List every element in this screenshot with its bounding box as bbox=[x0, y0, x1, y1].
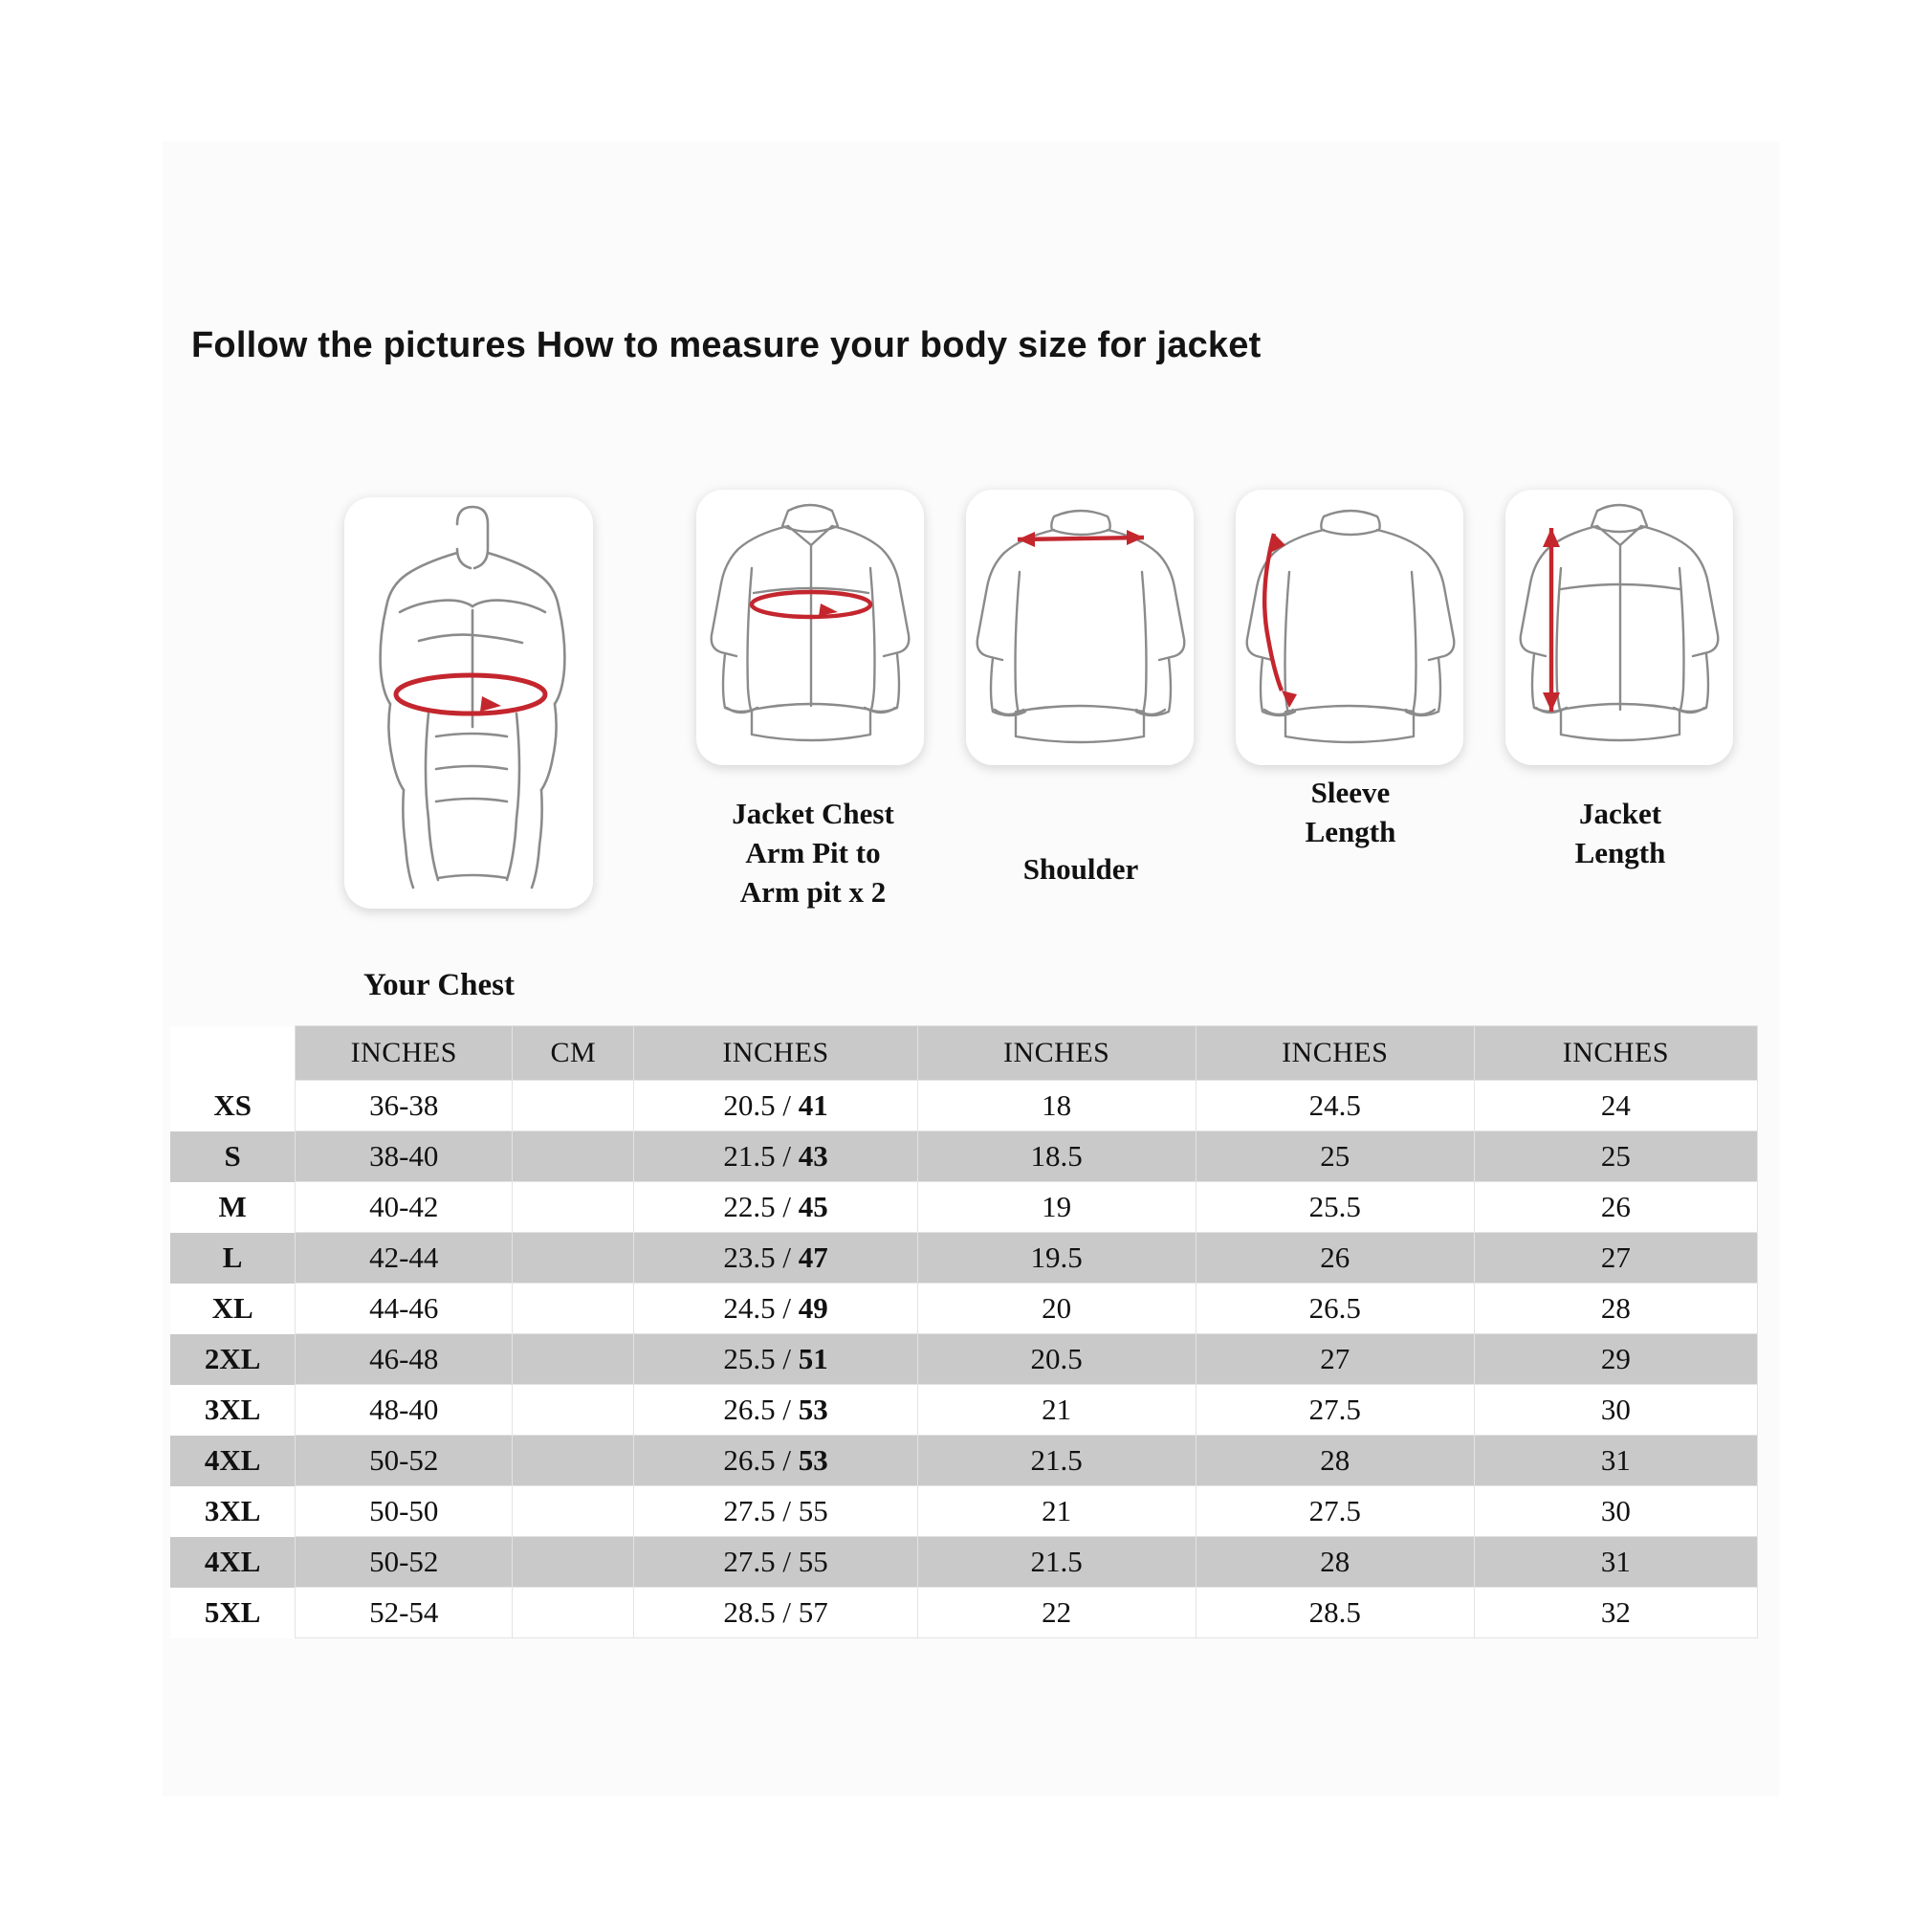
table-row bbox=[170, 1385, 1758, 1436]
cell-size: XS bbox=[170, 1081, 296, 1131]
cell-sleeve: 27.5 bbox=[1196, 1486, 1474, 1537]
cell-jacket-chest: 26.5 / 53 bbox=[634, 1436, 917, 1486]
caption-sleeve-line1: Sleeve bbox=[1310, 776, 1391, 809]
cell-shoulder: 20 bbox=[917, 1284, 1196, 1334]
cell-jacket-length: 31 bbox=[1474, 1436, 1757, 1486]
cell-chest-cm bbox=[513, 1588, 634, 1638]
caption-jacket-length-line2: Length bbox=[1574, 836, 1666, 870]
cell-size: 4XL bbox=[170, 1436, 296, 1486]
cell-jacket-chest: 24.5 / 49 bbox=[634, 1284, 917, 1334]
cell-jacket-length: 30 bbox=[1474, 1385, 1757, 1436]
cell-jacket-chest: 28.5 / 57 bbox=[634, 1588, 917, 1638]
cell-chest-inches: 38-40 bbox=[296, 1131, 513, 1182]
cell-jacket-length: 27 bbox=[1474, 1233, 1757, 1284]
table-row bbox=[170, 1588, 1758, 1638]
cell-jacket-length: 25 bbox=[1474, 1131, 1757, 1182]
cell-chest-cm bbox=[513, 1537, 634, 1588]
illustration-jacket-chest bbox=[696, 490, 924, 765]
cell-chest-inches: 36-38 bbox=[296, 1081, 513, 1131]
cell-shoulder: 19.5 bbox=[917, 1233, 1196, 1284]
cell-jacket-length: 29 bbox=[1474, 1334, 1757, 1385]
caption-shoulder bbox=[956, 849, 1205, 889]
cell-chest-inches: 48-40 bbox=[296, 1385, 513, 1436]
cell-sleeve: 27 bbox=[1196, 1334, 1474, 1385]
cell-sleeve: 26 bbox=[1196, 1233, 1474, 1284]
your-chest-label: Your Chest bbox=[363, 968, 515, 1002]
cell-chest-inches: 42-44 bbox=[296, 1233, 513, 1284]
cell-jacket-chest: 26.5 / 53 bbox=[634, 1385, 917, 1436]
cell-jacket-chest: 20.5 / 41 bbox=[634, 1081, 917, 1131]
cell-jacket-chest: 27.5 / 55 bbox=[634, 1537, 917, 1588]
cell-chest-inches: 50-50 bbox=[296, 1486, 513, 1537]
cell-chest-inches: 44-46 bbox=[296, 1284, 513, 1334]
cell-jacket-length: 28 bbox=[1474, 1284, 1757, 1334]
cell-shoulder: 21.5 bbox=[917, 1537, 1196, 1588]
cell-chest-cm bbox=[513, 1436, 634, 1486]
cell-size: 4XL bbox=[170, 1537, 296, 1588]
cell-size: 2XL bbox=[170, 1334, 296, 1385]
table-row bbox=[170, 1436, 1758, 1486]
cell-size: 3XL bbox=[170, 1486, 296, 1537]
cell-sleeve: 25 bbox=[1196, 1131, 1474, 1182]
cell-sleeve: 26.5 bbox=[1196, 1284, 1474, 1334]
header-sleeve: INCHES bbox=[1196, 1026, 1474, 1081]
cell-chest-cm bbox=[513, 1385, 634, 1436]
cell-chest-cm bbox=[513, 1131, 634, 1182]
cell-shoulder: 18 bbox=[917, 1081, 1196, 1131]
table-row bbox=[170, 1131, 1758, 1182]
cell-jacket-length: 30 bbox=[1474, 1486, 1757, 1537]
cell-shoulder: 21 bbox=[917, 1385, 1196, 1436]
caption-jacket-chest-line3: Arm pit x 2 bbox=[739, 875, 887, 910]
cell-chest-inches: 40-42 bbox=[296, 1182, 513, 1233]
cell-size: XL bbox=[170, 1284, 296, 1334]
cell-jacket-length: 31 bbox=[1474, 1537, 1757, 1588]
cell-chest-cm bbox=[513, 1233, 634, 1284]
cell-jacket-length: 32 bbox=[1474, 1588, 1757, 1638]
table-row bbox=[170, 1537, 1758, 1588]
cell-jacket-length: 24 bbox=[1474, 1081, 1757, 1131]
cell-chest-cm bbox=[513, 1284, 634, 1334]
table-row bbox=[170, 1233, 1758, 1284]
cell-shoulder: 20.5 bbox=[917, 1334, 1196, 1385]
cell-shoulder: 22 bbox=[917, 1588, 1196, 1638]
table-row bbox=[170, 1284, 1758, 1334]
cell-chest-inches: 52-54 bbox=[296, 1588, 513, 1638]
cell-jacket-chest: 21.5 / 43 bbox=[634, 1131, 917, 1182]
cell-chest-cm bbox=[513, 1081, 634, 1131]
cell-sleeve: 28 bbox=[1196, 1537, 1474, 1588]
page-title: Follow the pictures How to measure your body size for jacket bbox=[191, 325, 1262, 365]
table-row bbox=[170, 1182, 1758, 1233]
cell-chest-inches: 50-52 bbox=[296, 1436, 513, 1486]
cell-chest-cm bbox=[513, 1486, 634, 1537]
table-row bbox=[170, 1081, 1758, 1131]
size-chart-table bbox=[170, 1025, 1758, 1638]
header-chest-cm: CM bbox=[513, 1026, 634, 1081]
caption-jacket-length bbox=[1496, 794, 1745, 872]
cell-shoulder: 19 bbox=[917, 1182, 1196, 1233]
cell-chest-inches: 46-48 bbox=[296, 1334, 513, 1385]
cell-size: L bbox=[170, 1233, 296, 1284]
cell-chest-cm bbox=[513, 1334, 634, 1385]
cell-chest-cm bbox=[513, 1182, 634, 1233]
cell-size: 5XL bbox=[170, 1588, 296, 1638]
header-jacket-length: INCHES bbox=[1474, 1026, 1757, 1081]
caption-sleeve-length bbox=[1226, 773, 1475, 851]
illustration-shoulder bbox=[966, 490, 1194, 765]
table-row bbox=[170, 1334, 1758, 1385]
cell-sleeve: 24.5 bbox=[1196, 1081, 1474, 1131]
cell-sleeve: 28.5 bbox=[1196, 1588, 1474, 1638]
cell-sleeve: 25.5 bbox=[1196, 1182, 1474, 1233]
table-header-row bbox=[170, 1026, 1758, 1081]
cell-size: S bbox=[170, 1131, 296, 1182]
cell-shoulder: 18.5 bbox=[917, 1131, 1196, 1182]
header-jacket-chest: INCHES bbox=[634, 1026, 917, 1081]
cell-jacket-chest: 27.5 / 55 bbox=[634, 1486, 917, 1537]
cell-jacket-chest: 23.5 / 47 bbox=[634, 1233, 917, 1284]
cell-shoulder: 21 bbox=[917, 1486, 1196, 1537]
caption-jacket-chest-line1: Jacket Chest bbox=[732, 797, 894, 830]
cell-shoulder: 21.5 bbox=[917, 1436, 1196, 1486]
size-chart-body bbox=[170, 1026, 1758, 1638]
caption-jacket-chest bbox=[660, 794, 966, 912]
cell-jacket-chest: 25.5 / 51 bbox=[634, 1334, 917, 1385]
cell-size: 3XL bbox=[170, 1385, 296, 1436]
cell-sleeve: 28 bbox=[1196, 1436, 1474, 1486]
caption-shoulder-line1: Shoulder bbox=[1022, 852, 1139, 886]
table-row bbox=[170, 1486, 1758, 1537]
cell-jacket-length: 26 bbox=[1474, 1182, 1757, 1233]
cell-jacket-chest: 22.5 / 45 bbox=[634, 1182, 917, 1233]
header-chest-inches: INCHES bbox=[296, 1026, 513, 1081]
cell-sleeve: 27.5 bbox=[1196, 1385, 1474, 1436]
cell-size: M bbox=[170, 1182, 296, 1233]
illustration-torso-chest bbox=[344, 497, 593, 909]
caption-jacket-length-line1: Jacket bbox=[1578, 797, 1662, 830]
illustration-jacket-length bbox=[1505, 490, 1733, 765]
cell-chest-inches: 50-52 bbox=[296, 1537, 513, 1588]
illustration-sleeve-length bbox=[1236, 490, 1463, 765]
header-shoulder: INCHES bbox=[917, 1026, 1196, 1081]
caption-jacket-chest-line2: Arm Pit to bbox=[745, 836, 881, 870]
caption-sleeve-line2: Length bbox=[1305, 815, 1396, 849]
header-size bbox=[170, 1026, 296, 1081]
